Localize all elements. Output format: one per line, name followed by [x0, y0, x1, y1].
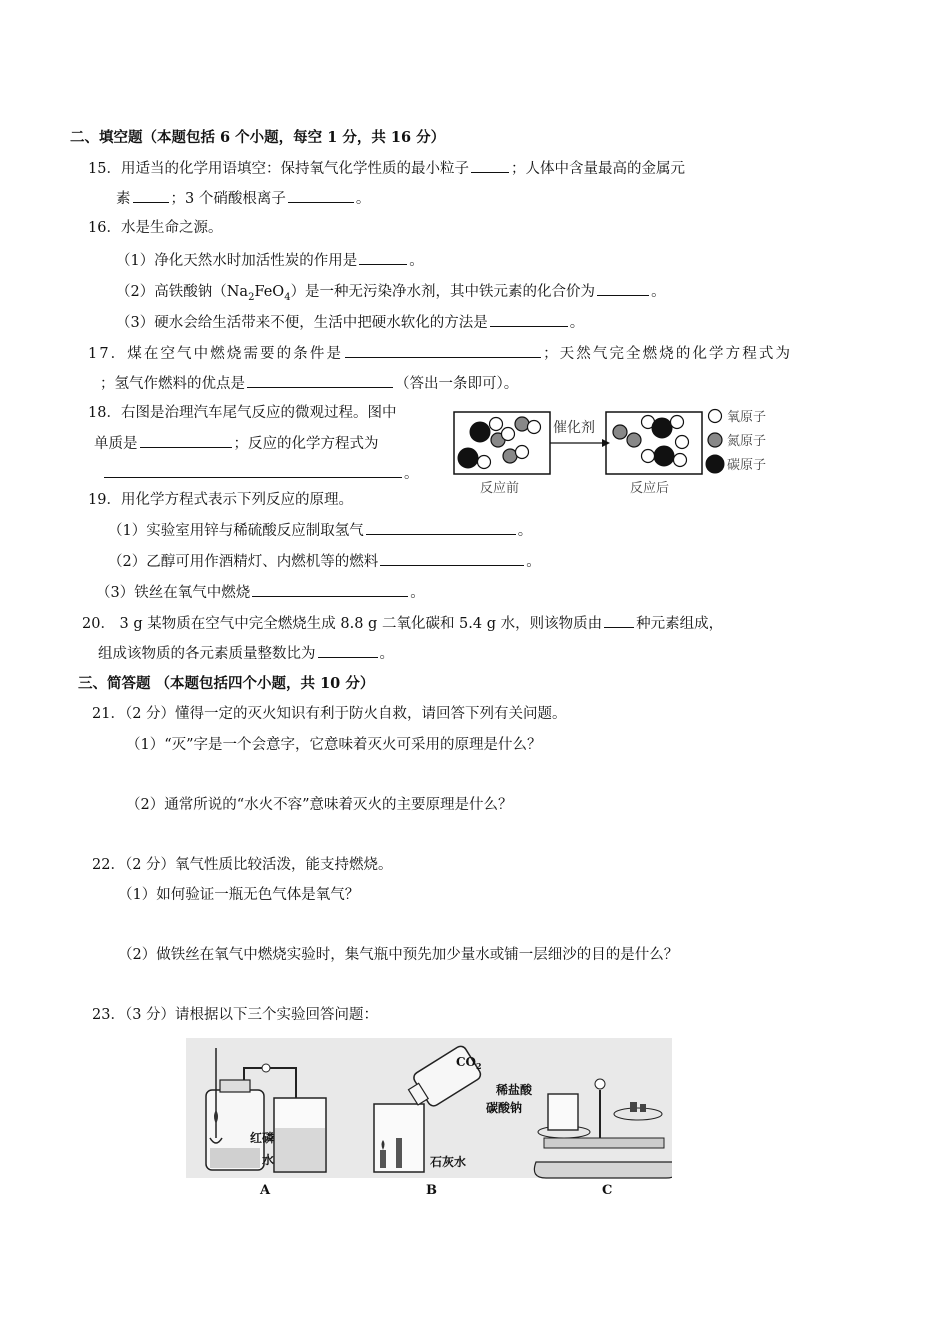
q20-blank-1[interactable] [604, 613, 634, 628]
legend-nitrogen: 氮原子 [727, 434, 767, 449]
q16-s2-d: 。 [651, 284, 666, 300]
legend-oxygen: 氧原子 [727, 410, 767, 425]
label-co2: $CO_2$ [456, 1055, 482, 1071]
q15-blank-2[interactable] [133, 188, 169, 203]
q15-line2 [116, 188, 370, 209]
q19-s2-end: 。 [526, 554, 541, 570]
q15-line1 [88, 158, 685, 179]
q17-line1 [88, 343, 792, 364]
n-atom [503, 449, 517, 463]
label-c: C [602, 1183, 613, 1198]
clamp-icon [262, 1064, 270, 1072]
q18-text-c: 。 [404, 466, 419, 482]
o-atom [671, 416, 684, 429]
o-atom [502, 428, 515, 441]
q18-blank-2[interactable] [104, 463, 402, 478]
q20-text-b: 种元素组成， [636, 616, 724, 632]
label-red-phosphorus: 红磷 [250, 1131, 275, 1145]
q16-s1-text: （1）净化天然水时加活性炭的作用是 [116, 253, 358, 269]
q17-line2 [100, 373, 518, 394]
legend-n-icon [708, 433, 722, 447]
q21-stem: 21．（2 分）懂得一定的灭火知识有利于防火自救，请回答下列有关问题。 [92, 706, 567, 722]
q16-s1-end: 。 [409, 253, 424, 269]
q15-blank-3[interactable] [288, 188, 354, 203]
q19-s3-end: 。 [410, 585, 425, 601]
reaction-beaker [548, 1094, 578, 1130]
beaker-water [275, 1128, 325, 1171]
q18-text-a: 单质是 [94, 436, 138, 452]
q17-text-c: ；氢气作燃料的优点是 [100, 376, 245, 392]
q20-text-a: 20． 3 g 某物质在空气中完全燃烧生成 8.8 g 二氧化碳和 5.4 g 水，则该物质由 [82, 616, 603, 632]
q15-text-a: 15．用适当的化学用语填空：保持氧气化学性质的最小粒子 [88, 161, 469, 177]
q21-s1: （1）“灭”字是一个会意字，它意味着灭火可采用的原理是什么？ [126, 737, 542, 753]
q16-s3 [116, 312, 584, 333]
candle-short [380, 1150, 386, 1168]
q16-stem: 16．水是生命之源。 [88, 220, 223, 236]
label-b: B [426, 1183, 437, 1198]
c-atom [654, 446, 674, 466]
q17-blank-1[interactable] [345, 343, 541, 358]
c-atom [458, 448, 478, 468]
q22-s2: （2）做铁丝在氧气中燃烧实验时，集气瓶中预先加少量水或铺一层细沙的目的是什么？ [118, 947, 679, 963]
jar-water [210, 1148, 260, 1168]
catalyst-label: 催化剂 [553, 420, 595, 436]
q21-s2: （2）通常所说的“水火不容”意味着灭火的主要原理是什么？ [126, 797, 513, 813]
candle-tall [396, 1138, 402, 1168]
q17-text-d: （答出一条即可）。 [395, 376, 519, 392]
weight-icon [640, 1104, 646, 1112]
q18-line1: 18．右图是治理汽车尾气反应的微观过程。图中 [88, 405, 397, 421]
q15-text-c: 素 [116, 191, 131, 207]
q16-s3-text: （3）硬水会给生活带来不便，生活中把硬水软化的方法是 [116, 315, 488, 331]
q20-line2 [98, 643, 394, 664]
label-limewater: 石灰水 [430, 1155, 467, 1169]
q17-text-b: ；天然气完全燃烧的化学方程式为 [543, 346, 793, 362]
c-atom [652, 418, 672, 438]
before-label: 反应前 [480, 481, 520, 496]
o-atom [478, 456, 491, 469]
label-water: 水 [262, 1153, 275, 1167]
q16-s2-a: （2）高铁酸钠（Na [116, 284, 249, 300]
o-atom [516, 446, 529, 459]
o-atom [674, 454, 687, 467]
q19-s3 [96, 582, 425, 603]
section3-heading: 三、简答题 （本题包括四个小题，共 10 分） [78, 675, 375, 692]
section2-heading: 二、填空题（本题包括 6 个小题，每空 1 分，共 16 分） [70, 129, 446, 146]
n-atom [627, 433, 641, 447]
q16-blank-2[interactable] [597, 281, 649, 296]
q15-text-d: ；3 个硝酸根离子 [170, 191, 286, 207]
q19-s2 [108, 551, 541, 572]
q19-s2-text: （2）乙醇可用作酒精灯、内燃机等的燃料 [108, 554, 379, 570]
after-label: 反应后 [630, 481, 670, 496]
q20-text-d: 。 [379, 646, 394, 662]
reaction-figure [450, 400, 785, 500]
q18-blank-1[interactable] [140, 433, 232, 448]
q23-stem: 23．（3 分）请根据以下三个实验回答问题： [92, 1007, 379, 1023]
legend-c-icon [706, 455, 724, 473]
q16-blank-3[interactable] [490, 312, 568, 327]
q15-text-b: ；人体中含量最高的金属元 [510, 161, 685, 177]
balance-base [534, 1162, 672, 1178]
o-atom [528, 421, 541, 434]
label-dilute-hcl: 稀盐酸 [496, 1083, 533, 1097]
q16-s2-b: FeO [254, 284, 285, 300]
q16-s2-sub1: 2 [248, 291, 255, 303]
q17-blank-2[interactable] [247, 373, 393, 388]
experiments-figure [186, 1038, 672, 1200]
o-atom [676, 436, 689, 449]
c-atom [470, 422, 490, 442]
q15-text-e: 。 [355, 191, 371, 207]
q16-s2-c: ）是一种无污染净水剂，其中铁元素的化合价为 [290, 284, 596, 300]
balance-beam [544, 1138, 664, 1148]
q20-line1 [82, 613, 723, 634]
q16-blank-1[interactable] [359, 250, 407, 265]
legend-o-icon [709, 410, 722, 423]
q16-s1 [116, 250, 424, 271]
q19-blank-2[interactable] [380, 551, 524, 566]
o-atom [642, 450, 655, 463]
label-a: A [260, 1183, 271, 1198]
q19-s3-text: （3）铁丝在氧气中燃烧 [96, 585, 251, 601]
q16-s2 [116, 281, 666, 308]
q15-blank-1[interactable] [471, 158, 509, 173]
q18-line3 [102, 463, 419, 484]
n-atom [613, 425, 627, 439]
q16-s3-end: 。 [569, 315, 585, 331]
stopper [220, 1080, 250, 1092]
q16-s2-sub2: 4 [284, 291, 291, 303]
q18-text-b: ；反应的化学方程式为 [233, 436, 379, 452]
weight-icon [630, 1102, 637, 1112]
balance-pivot-icon [595, 1079, 605, 1089]
q18-line2 [94, 433, 379, 454]
q17-text-a: 17．煤在空气中燃烧需要的条件是 [88, 346, 344, 362]
n-atom [515, 417, 529, 431]
q19-s1-end: 。 [517, 523, 533, 539]
q22-stem: 22．（2 分）氧气性质比较活泼，能支持燃烧。 [92, 857, 393, 873]
o-atom [490, 418, 503, 431]
q19-stem: 19．用化学方程式表示下列反应的原理。 [88, 492, 353, 508]
q19-s1 [108, 520, 532, 541]
legend-carbon: 碳原子 [727, 458, 767, 473]
q20-text-c: 组成该物质的各元素质量整数比为 [98, 646, 316, 662]
q19-s1-text: （1）实验室用锌与稀硫酸反应制取氢气 [108, 523, 364, 539]
q19-blank-1[interactable] [366, 520, 516, 535]
q20-blank-2[interactable] [318, 643, 378, 658]
q22-s1: （1）如何验证一瓶无色气体是氧气？ [118, 887, 360, 903]
right-pan [614, 1108, 662, 1120]
q19-blank-3[interactable] [252, 582, 408, 597]
label-sodium-carbonate: 碳酸钠 [486, 1101, 523, 1115]
